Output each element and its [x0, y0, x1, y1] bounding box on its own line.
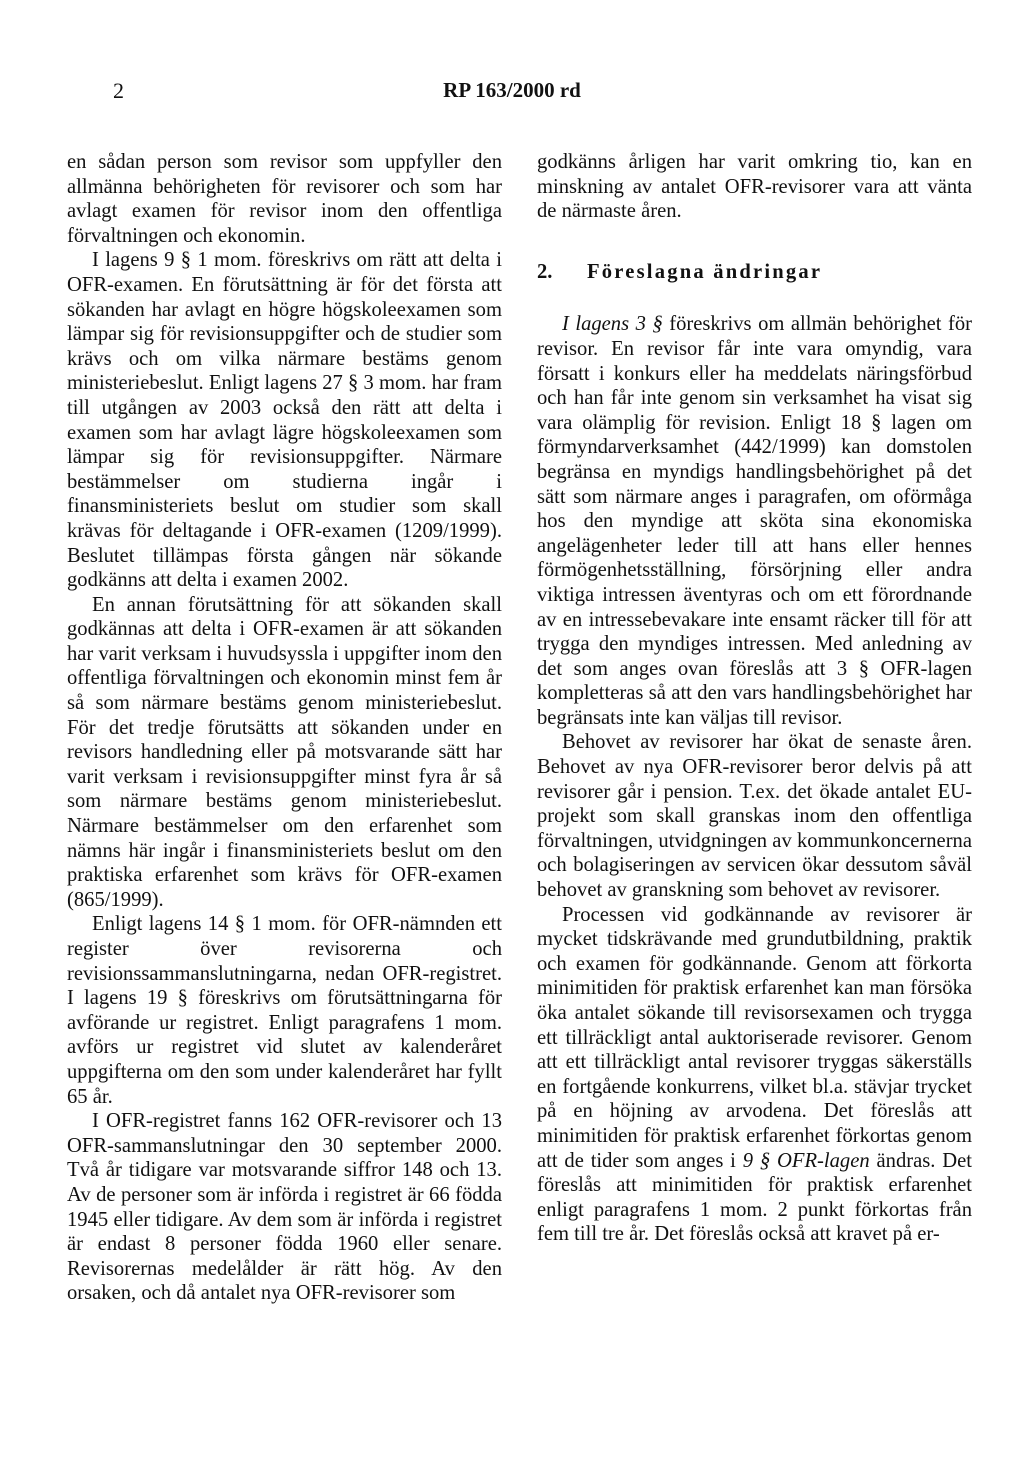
right-paragraph-3: Behovet av revisorer har ökat de senaste åren. Behovet av nya OFR-revisorer beror delvis på att revisorer går i pension. T.ex. det ökade antalet EU-projekt som skall granskas inom den offentliga förvaltningen, utvidgningen av kommunkoncernerna och bolagiseringen av servicen ökar dessutom såväl behovet av granskning som behovet av revisorer.	[537, 731, 972, 902]
right-paragraph-2-text: föreskrivs om allmän behörighet för revisor. En revisor får inte vara omyndig, vara försatt i konkurs eller ha meddelats näringsförbud och han får inte genom sin verksamhet ha visat sig vara olämplig för revision. Enligt 18 § lagen om förmyndarverksamhet (442/1999) kan domstolen begränsa en myndigs handlingsbehörighet på det sätt som närmare anges i paragrafen, om oförmåga hos den myndige att sköta sina ekonomiska angelägenheter leder till att hans eller hennes förmögenhetsställning, försörjning eller andra viktiga intressen äventyras och om ett förordnande av en intressebevakare inte ensamt räcker till för att trygga den myndiges intressen. Med anledning av det som anges ovan föreslås att 3 § OFR-lagen kompletteras så att den vars handlingsbehörighet har begränsats inte kan väljas till revisor.	[537, 313, 972, 729]
right-paragraph-4-text-b: ändras. Det föreslås att minimitiden för praktisk erfarenhet enligt paragrafens 1 mom. 2 punkt förkortas från fem till tre år. Det föreslås också att kravet på er-	[537, 1149, 972, 1246]
section-heading	[537, 260, 972, 285]
left-paragraph-3: En annan förutsättning för att sökanden skall godkännas att delta i OFR-examen är att sökanden har varit verksam i huvudsyssla i uppgifter inom den offentliga förvaltningen och ekonomin minst fem år så som närmare bestäms genom ministeriebeslut. För det tredje förutsätts att sökanden under en revisors handledning eller på motsvarande sätt har varit verksam i revisionsuppgifter minst fyra år så som närmare bestäms genom ministeriebeslut. Närmare bestämmelser om den erfarenhet som nämns här ingår i finansministeriets beslut om den praktiska erfarenhet som krävs för OFR-examen (865/1999).	[67, 593, 502, 911]
right-paragraph-2	[537, 312, 972, 730]
left-paragraph-4: Enligt lagens 14 § 1 mom. för OFR-nämnden ett register över revisorerna och revisionssammanslutningarna, nedan OFR-registret. I lagens 19 § föreskrivs om förutsättningarna för avförande ur registret. Enligt paragrafens 1 mom. avförs ur registret vid slutet av kalenderåret uppgifterna om den som under kalenderåret har fyllt 65 år.	[67, 913, 502, 1108]
left-column	[67, 150, 502, 1306]
section-heading-number: 2.	[537, 260, 553, 283]
left-paragraph-1: en sådan person som revisor som uppfyller den allmänna behörigheten för revisorer och som har avlagt examen för revisor inom den offentliga förvaltningen och ekonomin.	[67, 151, 502, 247]
right-column	[537, 150, 972, 1247]
page-header	[0, 78, 1024, 108]
section-heading-text: Föreslagna ändringar	[587, 260, 823, 283]
page-number: 2	[113, 78, 124, 103]
left-paragraph-2: I lagens 9 § 1 mom. föreskrivs om rätt att delta i OFR-examen. En förutsättning är för det första att sökanden har avlagt en högre högskoleexamen som lämpar sig för revisionsuppgifter och de studier som krävs och om vilka närmare bestäms genom ministeriebeslut. Enligt lagens 27 § 3 mom. har fram till utgången av 2003 också den rätt att delta i examen som har avlagt lägre högskoleexamen som lämpar sig för revisionsuppgifter. Närmare bestämmelser om studierna ingår i finansministeriets beslut om studier som skall krävas för deltagande i OFR-examen (1209/1999). Beslutet tillämpas första gången när sökande godkänns att delta i examen 2002.	[67, 249, 502, 592]
right-paragraph-4-text-a: Processen vid godkännande av revisorer är mycket tidskrävande med grundutbildning, praktik och examen för godkännande. Genom att förkorta minimitiden för praktisk erfarenhet kan man försöka öka antalet sökande till revisorsexamen och trygga ett tillräckligt antal auktoriserade revisorer. Genom att ett tillräckligt antal revisorer tryggas säkerställs en fortgående konkurrens, vilket bl.a. stävjar trycket på en höjning av arvodena. Det föreslås att minimitiden för praktisk erfarenhet förkortas genom att de tider som anges i	[537, 903, 972, 1172]
left-paragraph-5: I OFR-registret fanns 162 OFR-revisorer och 13 OFR-sammanslutningar den 30 september 2000. Två år tidigare var motsvarande siffror 148 och 13. Av de personer som är införda i registret är 66 födda 1945 eller tidigare. Av dem som är införda i registret är endast 8 personer födda 1960 eller senare. Revisorernas medelålder är rätt hög. Av den orsaken, och då antalet nya OFR-revisorer som	[67, 1110, 502, 1305]
running-head: RP 163/2000 rd	[443, 78, 581, 102]
right-paragraph-1: godkänns årligen har varit omkring tio, kan en minskning av antalet OFR-revisorer vara att vänta de närmaste åren.	[537, 151, 972, 223]
right-paragraph-2-emphasis: I lagens 3 §	[562, 313, 663, 336]
right-paragraph-4	[537, 903, 972, 1247]
right-paragraph-4-emphasis: 9 § OFR-lagen	[742, 1149, 870, 1172]
